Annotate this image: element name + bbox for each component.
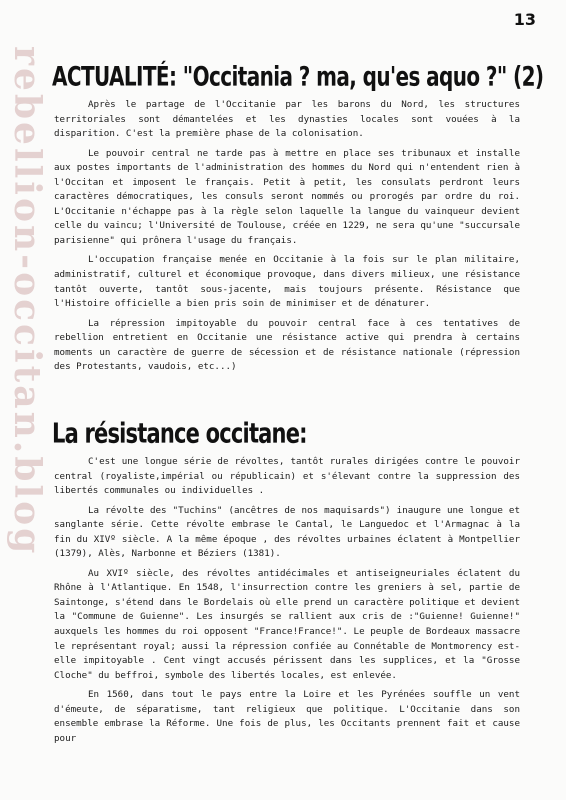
article-title: ACTUALITÉ: "Occitania ? ma, qu'es aquo ?" (2): [52, 60, 544, 93]
watermark: [6, 40, 54, 780]
paragraph: C'est une longue série de révoltes, tantôt rurales dirigées contre le pouvoir central (royaliste,impérial ou républicain) et s'élevant contre la suppression des libertés communales ou individuelles .: [54, 456, 520, 497]
paragraph: La révolte des "Tuchins" (ancêtres de nos maquisards") inaugure une longue et sanglante série. Cette révolte embrase le Cantal, le Languedoc et l'Armagnac à la fin du XIVº siècle. A la même époque , des révoltes urbaines éclatent à Montpellier (1379), Alès, Narbonne et Béziers (1381).: [54, 504, 520, 560]
section1-body: [54, 98, 520, 380]
paragraph: L'occupation française menée en Occitanie à la fois sur le plan militaire, administratif, culturel et économique provoque, dans divers milieux, une résistance tantôt ouverte, tantôt sous-jacente, mais toujours présente. Résistance que l'Histoire officielle a bien pris soin de minimiser et de dénaturer.: [54, 254, 520, 310]
section-title: La résistance occitane:: [52, 418, 307, 450]
section2-body: [54, 455, 520, 751]
paragraph: En 1560, dans tout le pays entre la Loire et les Pyrénées souffle un vent d'émeute, de séparatisme, tant religieux que politique. L'Occitanie dans son ensemble embrase la Réforme. Une fois de plus, les Occitants prennent fait et cause pour: [54, 689, 520, 744]
paragraph: Le pouvoir central ne tarde pas à mettre en place ses tribunaux et installe aux postes importants de l'administration des hommes du Nord qui n'entendent rien à l'Occitan et imposent le français. Petit à petit, les consulats perdront leurs caractères démocratiques, les consuls seront nommés ou prorogés par ordre du roi. L'Occitanie n'échappe pas à la règle selon laquelle la langue du vainqueur devient celle du vaincu; l'Université de Toulouse, créée en 1229, ne sera qu'une "succursale parisienne" qui prônera l'usage du français.: [54, 147, 520, 246]
paragraph: Au XVIº siècle, des révoltes antidécimales et antiseigneuriales éclatent du Rhône à l'Atlantique. En 1548, l'insurrection contre les greniers à sel, partie de Saintonge, s'étend dans le Bordelais où elle prend un caractère politique et devient la "Commune de Guienne". Les insurgés se rallient aux cris de :"Guienne! Guienne!" auxquels les hommes du roi opposent "France!France!". Le peuple de Bordeaux massacre le représentant royal; aussi la répression confiée au Connétable de Montmorency est-elle impitoyable . Cent vingt accusés périssent dans les supplices, et la "Grosse Cloche" du beffroi, symbole des libertés locales, est enlevée.: [54, 567, 520, 681]
page-number: 13: [513, 10, 536, 29]
paragraph: Après le partage de l'Occitanie par les barons du Nord, les structures territoriales sont démantelées et les dynasties locales sont vouées à la disparition. C'est la première phase de la colonisation.: [54, 99, 520, 140]
watermark-text: rebellion-occitan.blog: [6, 46, 48, 557]
paragraph: La répression impitoyable du pouvoir central face à ces tentatives de rebellion entretient en Occitanie une résistance active qui prendra à certains moments un caractère de guerre de sécession et de résistance nationale (répression des Protestants, vaudois, etc...): [54, 317, 520, 373]
